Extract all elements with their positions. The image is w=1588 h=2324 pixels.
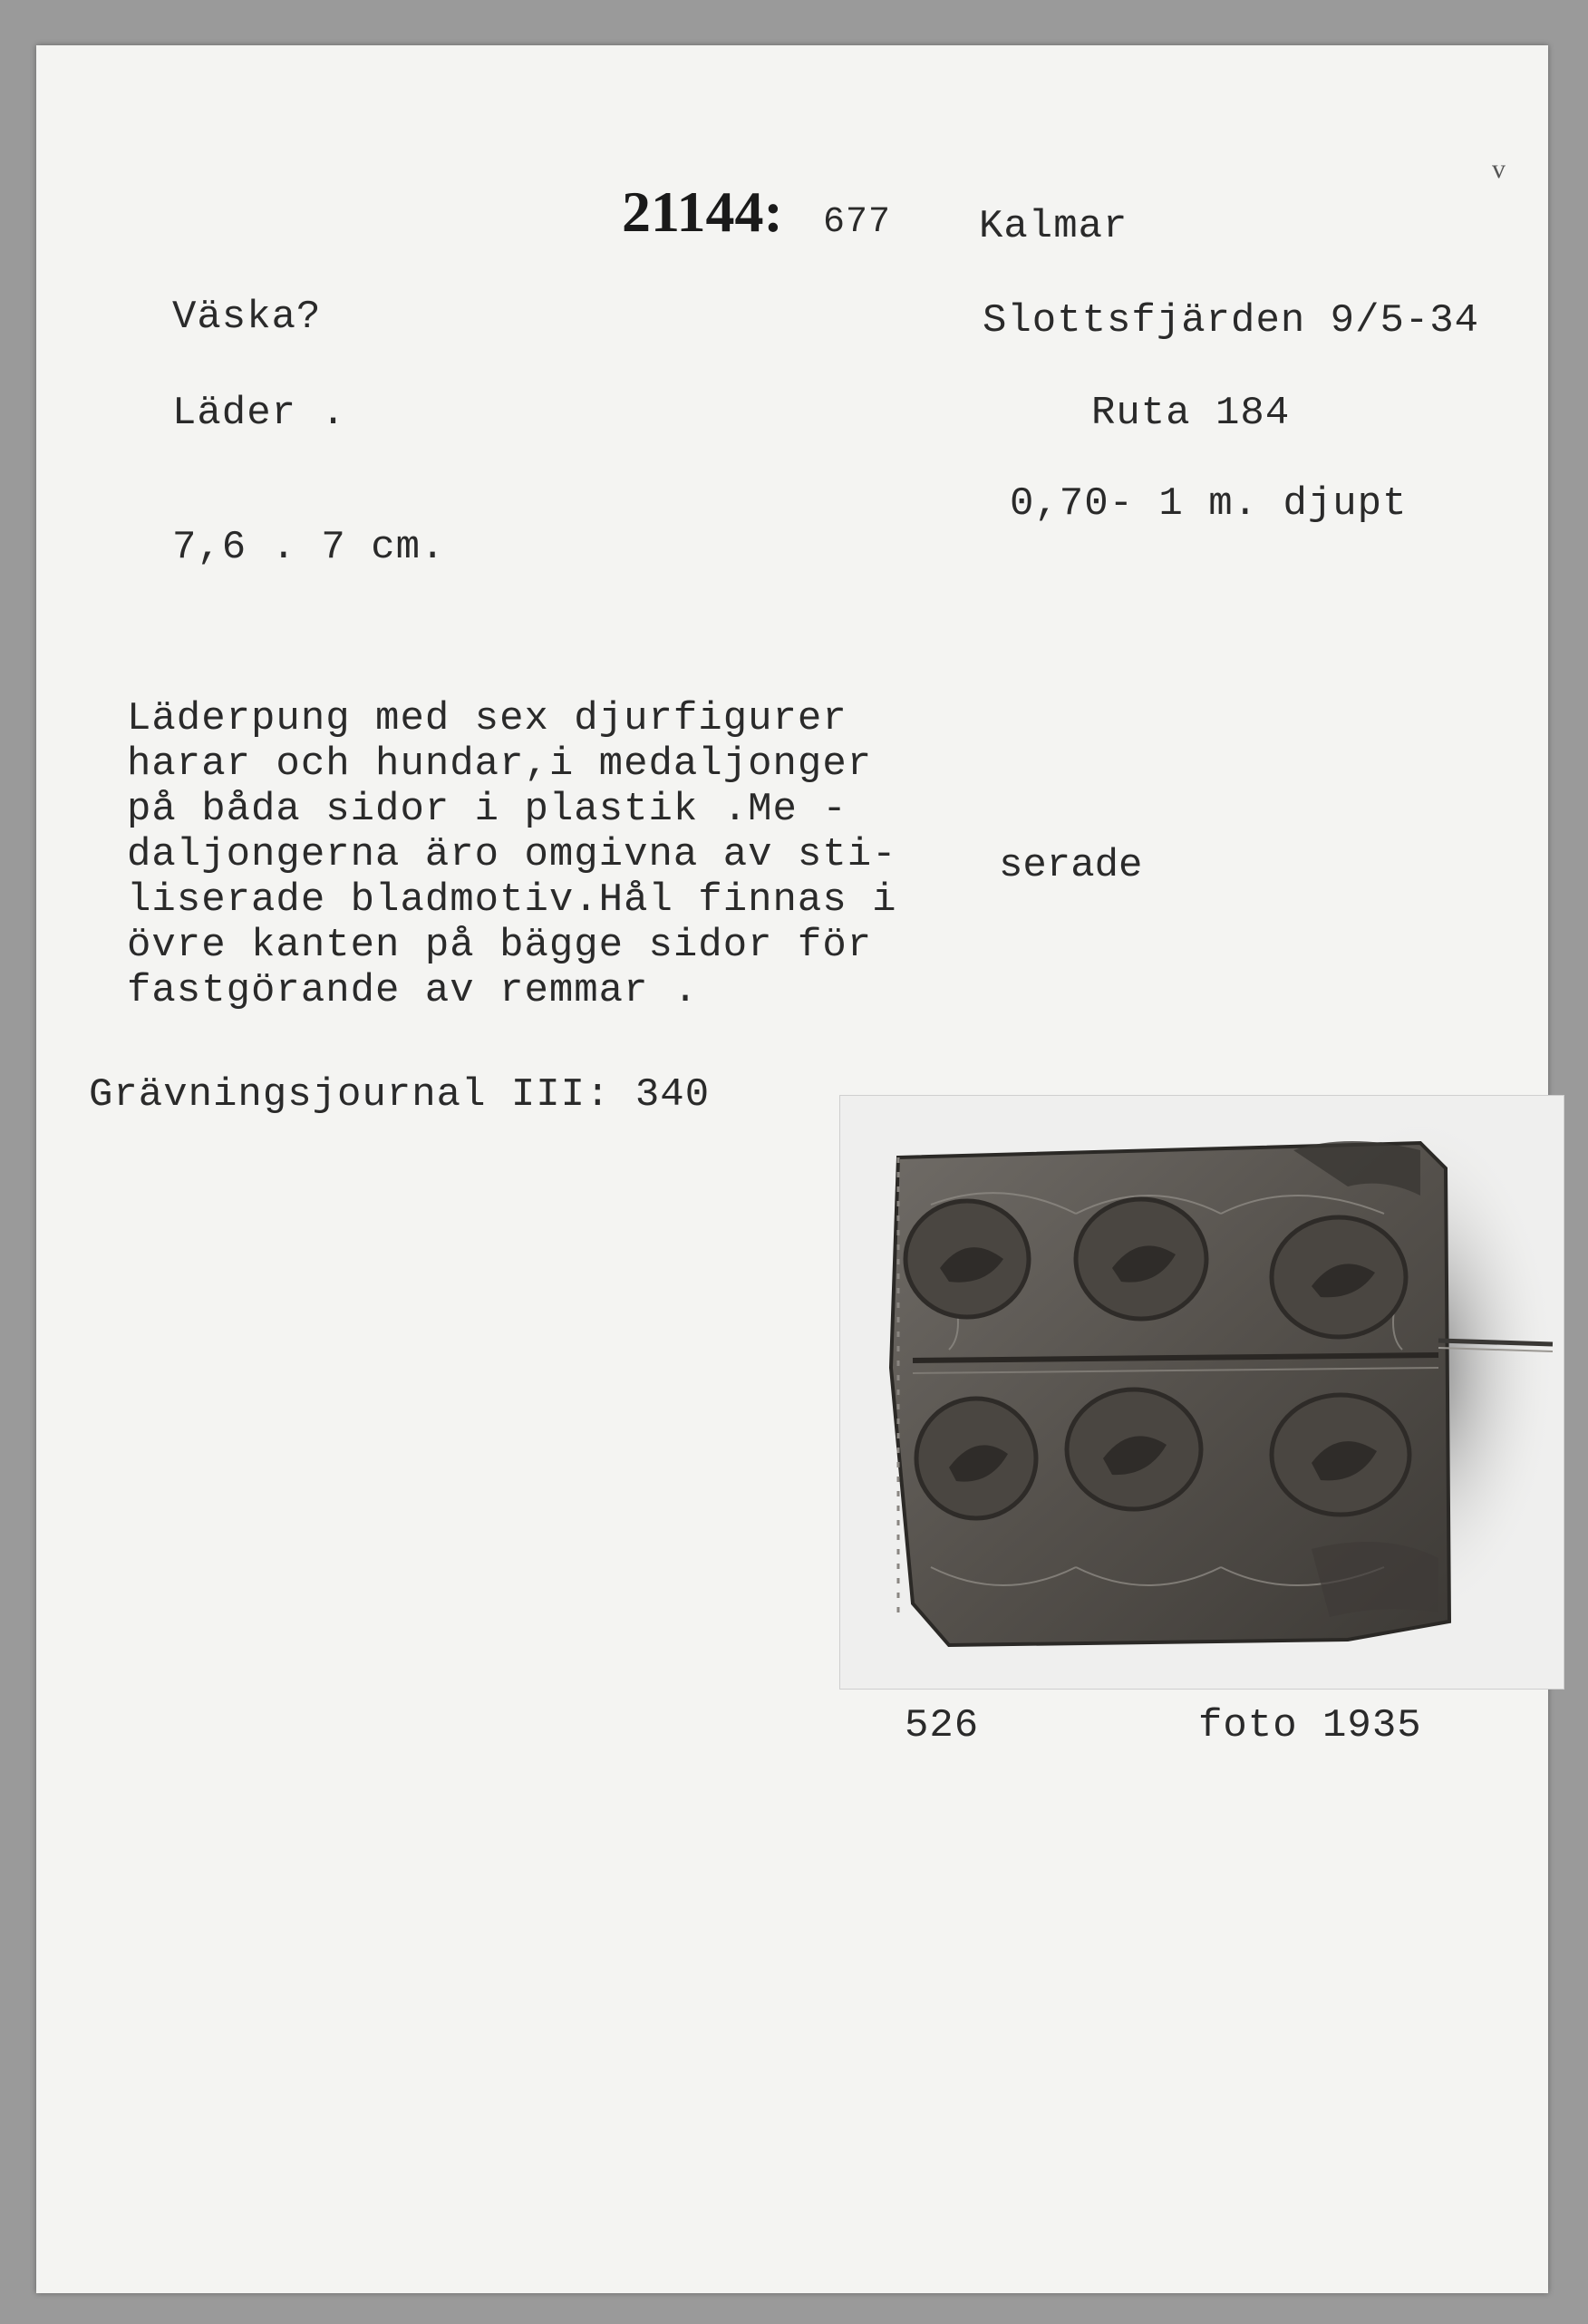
object-photograph <box>839 1095 1564 1690</box>
description-line: harar och hundar,i medaljonger <box>127 741 873 787</box>
corner-check-mark: v <box>1492 154 1506 184</box>
photo-number: 526 <box>905 1703 980 1748</box>
description-line: Läderpung med sex djurfigurer <box>127 696 847 741</box>
photo-year: foto 1935 <box>1198 1703 1422 1748</box>
description-line: fastgörande av remmar . <box>127 968 699 1013</box>
dimensions: 7,6 . 7 cm. <box>172 525 446 570</box>
object-name: Väska? <box>172 295 322 340</box>
catalog-card <box>36 45 1548 2293</box>
description-overflow-text: serade <box>999 843 1143 888</box>
leather-purse-image <box>840 1096 1564 1689</box>
description-line: på båda sidor i plastik .Me - <box>127 787 847 832</box>
material: Läder . <box>172 391 346 436</box>
sub-number: 677 <box>823 202 892 243</box>
description-block <box>127 696 897 1013</box>
site-and-date: Slottsfjärden 9/5-34 <box>983 298 1480 344</box>
description-line: liserade bladmotiv.Hål finnas i <box>127 877 897 923</box>
description-line: daljongerna äro omgivna av sti- <box>127 832 897 877</box>
place-name: Kalmar <box>979 204 1128 249</box>
description-line: övre kanten på bägge sidor för <box>127 923 873 968</box>
excavation-square: Ruta 184 <box>1091 391 1291 436</box>
depth: 0,70- 1 m. djupt <box>1010 481 1408 527</box>
catalog-number: 21144: <box>622 179 783 244</box>
excavation-journal-reference: Grävningsjournal III: 340 <box>89 1072 711 1118</box>
